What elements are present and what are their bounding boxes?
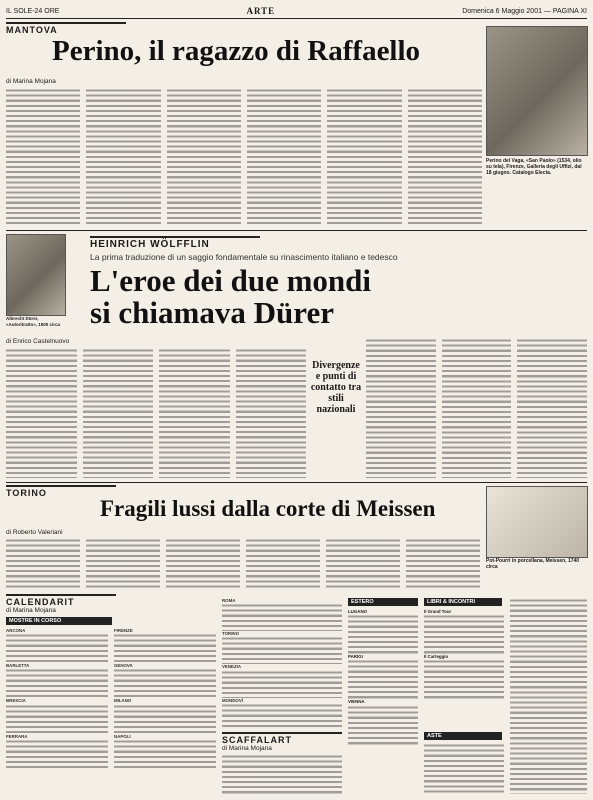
byline-scaffalart: di Marina Mojana xyxy=(222,745,272,752)
kicker-calendarit: CALENDARIT xyxy=(6,594,116,607)
standfirst-art2: La prima traduzione di un saggio fondamentale su rinascimento italiano e tedesco xyxy=(90,252,398,262)
headline-durer-1: L'eroe dei due mondi xyxy=(90,263,372,298)
aste-listings xyxy=(424,743,504,793)
cal-entry: VENEZIA xyxy=(222,664,242,670)
body-art3-cont xyxy=(510,598,587,794)
caption-perino: Perino del Vaga, «San Paolo» (1534, olio su tela), Firenze, Galleria degli Uffizi, dal 18 giugno. Catalogo Electa. xyxy=(486,158,582,176)
section-name: ARTE xyxy=(246,6,276,16)
cal-entry: FIRENZE xyxy=(114,628,133,633)
estero-title: ESTERO xyxy=(348,598,418,606)
byline-calendarit: di Marina Mojana xyxy=(6,607,56,614)
cal-entry: FERRARA xyxy=(6,733,28,739)
libri-entry: Il Grand Tour xyxy=(424,609,452,614)
body-art2-right xyxy=(366,338,587,478)
calendar-listings-2 xyxy=(222,598,342,728)
kicker-mantova: MANTOVA xyxy=(6,22,126,35)
pull-quote: Divergenze e punti di contatto tra stili nazionali xyxy=(310,360,362,415)
cal-entry: NAPOLI xyxy=(114,733,131,739)
cal-entry: ANCONA xyxy=(6,628,26,633)
kicker-wolfflin: HEINRICH WÖLFFLIN xyxy=(90,236,260,250)
kicker-torino: TORINO xyxy=(6,485,116,498)
photo-porcelain xyxy=(486,486,588,558)
libri-entry: Il Carteggio xyxy=(424,654,449,660)
mostre-title: MOSTRE IN CORSO xyxy=(6,617,112,625)
cal-entry: TORINO xyxy=(222,631,239,637)
caption-porcelain: Pot-Pourri in porcellana, Meissen, 1740 circa xyxy=(486,558,580,570)
estero-entry: LUGANO xyxy=(348,609,368,614)
estero-entry: PARIGI xyxy=(348,654,363,660)
kicker-scaffalart: SCAFFALART xyxy=(222,732,342,745)
aste-title: ASTE xyxy=(424,732,502,740)
body-art3 xyxy=(6,538,480,590)
body-art2-left xyxy=(6,348,306,478)
photo-durer xyxy=(6,234,66,316)
body-scaffalart xyxy=(222,754,342,794)
cal-entry: MONDOVÍ xyxy=(222,697,243,703)
cal-entry: MILANO xyxy=(114,698,132,704)
libri-title: LIBRI & INCONTRI xyxy=(424,598,502,606)
date-page: Domenica 6 Maggio 2001 — PAGINA XI xyxy=(462,7,587,15)
newspaper-name: IL SOLE-24 ORE xyxy=(6,7,60,15)
cal-entry: BARLETTA xyxy=(6,663,30,669)
cal-entry: ROMA xyxy=(222,598,236,603)
byline-art1: di Marina Mojana xyxy=(6,78,56,85)
headline-perino: Perino, il ragazzo di Raffaello xyxy=(52,35,421,67)
libri-listings xyxy=(424,609,504,729)
page-header xyxy=(6,4,587,19)
divider xyxy=(6,482,587,483)
divider xyxy=(6,230,587,231)
headline-durer-2: si chiamava Dürer xyxy=(90,295,334,330)
body-art1 xyxy=(6,88,482,226)
estero-listings xyxy=(348,609,418,794)
cal-entry: BRESCIA xyxy=(6,698,26,704)
estero-entry: VIENNA xyxy=(348,699,365,705)
byline-art3: di Roberto Valeriani xyxy=(6,529,63,536)
photo-perino xyxy=(486,26,588,156)
byline-art2: di Enrico Castelnuovo xyxy=(6,338,70,345)
headline-meissen: Fragili lussi dalla corte di Meissen xyxy=(100,496,436,521)
calendar-listings xyxy=(6,628,216,794)
cal-entry: GENOVA xyxy=(114,663,133,669)
caption-durer: Albrecht Dürer, «Autoritratto», 1500 circa xyxy=(6,316,61,327)
